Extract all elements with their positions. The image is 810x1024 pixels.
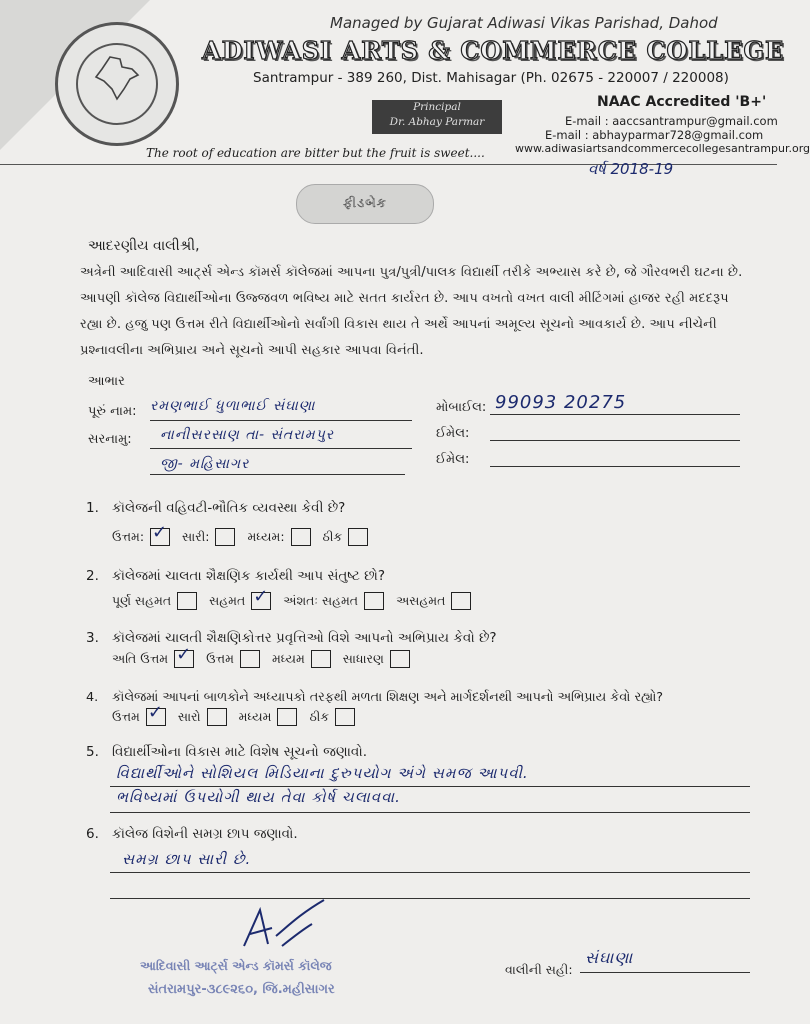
question-text: કૉલેજમાં ચાલતા શૈક્ષણિક કાર્યથી આપ સંતુષ્ટ છો? <box>112 568 386 584</box>
checkbox[interactable] <box>150 522 170 546</box>
option-q3-c: મધ્યમ <box>272 650 331 668</box>
question-2 <box>86 568 385 584</box>
name-field-value[interactable]: રમણભાઈ ધુળાભાઈ સંઘાણા <box>150 398 316 414</box>
form-title-badge: ફીડબેક <box>296 184 434 224</box>
college-stamp-line1: આદિવાસી આર્ટ્સ એન્ડ કૉમર્સ કૉલેજ <box>140 958 332 973</box>
q5-answer-line1[interactable]: વિદ્યાર્થીઓને સોશિયલ મિડિયાના દુરુપયોગ અંગે સમજ આપવી. <box>116 764 529 782</box>
q5-underline-2 <box>110 812 750 813</box>
checkbox[interactable] <box>364 592 384 610</box>
checkbox[interactable] <box>311 650 331 668</box>
question-1-options <box>112 522 380 546</box>
checkbox[interactable] <box>215 528 235 546</box>
address-line1-value[interactable]: નાનીસરસાણ તા- સંતરામપુર <box>160 427 335 443</box>
address-line2-value[interactable]: જી- મહિસાગર <box>160 456 250 472</box>
question-2-options <box>112 586 483 610</box>
question-text: વિદ્યાર્થીઓના વિકાસ માટે વિશેષ સૂચનો જણાવો. <box>112 744 367 760</box>
college-email: E-mail : aaccsantrampur@gmail.com <box>565 114 778 128</box>
option-q1-c: મધ્યમ: <box>247 528 310 546</box>
email-underline-2[interactable] <box>490 466 740 467</box>
checkbox[interactable] <box>348 528 368 546</box>
checkbox[interactable] <box>146 702 166 726</box>
address-underline-2 <box>150 474 405 475</box>
question-text: કૉલેજમાં આપનાં બાળકોને અધ્યાપકો તરફથી મળતા શિક્ષણ અને માર્ગદર્શનથી આપનો અભિપ્રાય કેવો રહ્યો? <box>112 690 664 705</box>
college-name-heading: ADIWASI ARTS & COMMERCE COLLEGE <box>202 36 785 65</box>
option-q4-a: ઉત્તમ ✓ <box>112 708 166 726</box>
question-4-options <box>112 702 367 726</box>
question-number: 2. <box>86 568 99 584</box>
question-number: 6. <box>86 826 99 842</box>
principal-email: E-mail : abhayparmar728@gmail.com <box>545 128 764 142</box>
question-3-options <box>112 644 422 668</box>
question-text: કૉલેજ વિશેની સમગ્ર છાપ જણાવો. <box>112 826 298 842</box>
q6-answer[interactable]: સમગ્ર છાપ સારી છે. <box>122 850 252 868</box>
address-label: સરનામુ: <box>88 432 132 447</box>
option-q2-d: અસહમત <box>396 592 471 610</box>
parent-signature-value[interactable]: સંઘાણા <box>585 948 634 967</box>
intro-line: પ્રશ્નાવલીના અભિપ્રાય અને સૂચનો આપી સહકાર આપવા વિનંતી. <box>80 343 424 358</box>
question-text: કૉલેજમાં ચાલતી શૈક્ષણિકોત્તર પ્રવૃત્તિઓ વિશે આપનો અભિપ્રાય કેવો છે? <box>112 630 497 646</box>
intro-paragraph <box>80 260 744 364</box>
check-mark-icon: ✓ <box>152 522 168 543</box>
question-text: કૉલેજની વહિવટી-ભૌતિક વ્યવસ્થા કેવી છે? <box>112 500 346 516</box>
check-mark-icon: ✓ <box>147 702 163 723</box>
checkbox[interactable] <box>251 586 271 610</box>
checkbox[interactable] <box>240 650 260 668</box>
mobile-underline <box>490 414 740 415</box>
name-label: પૂરું નામ: <box>88 404 137 419</box>
college-seal-logo <box>55 22 179 146</box>
email-label-2: ઈમેલ: <box>436 452 470 467</box>
college-website: www.adiwasiartsandcommercecollegesantrampur.org <box>515 142 810 155</box>
option-q3-d: સાધારણ <box>343 650 410 668</box>
email-label: ઈમેલ: <box>436 426 470 441</box>
thanks-text: આભાર <box>88 374 125 389</box>
managed-by-text: Managed by Gujarat Adiwasi Vikas Parishad, Dahod <box>330 14 718 32</box>
q6-underline-2 <box>110 898 750 899</box>
check-mark-icon: ✓ <box>253 586 269 607</box>
principal-name: Dr. Abhay Parmar <box>389 116 485 128</box>
option-q4-c: મધ્યમ <box>239 708 298 726</box>
principal-signature <box>238 896 330 954</box>
checkbox[interactable] <box>335 708 355 726</box>
question-number: 5. <box>86 744 99 760</box>
principal-name-block <box>372 100 502 134</box>
intro-line: અત્રેની આદિવાસી આર્ટ્સ એન્ડ કૉમર્સ કૉલેજમાં આપના પુત્ર/પુત્રી/પાલક વિદ્યાર્થી તરીકે અભ્યાસ કરે છે, જે ગૌરવભરી ઘટના છે. <box>80 265 743 280</box>
college-tagline: The root of education are bitter but the fruit is sweet.... <box>146 146 485 160</box>
q5-answer-line2[interactable]: ભવિષ્યમાં ઉપયોગી થાય તેવા કોર્ષ ચલાવવા. <box>116 788 401 806</box>
checkbox[interactable] <box>207 708 227 726</box>
question-6 <box>86 826 298 842</box>
parent-signature-label: વાલીની સહી: <box>505 962 573 977</box>
question-number: 4. <box>86 690 99 705</box>
question-3 <box>86 630 497 646</box>
salutation: આદરણીય વાલીશ્રી, <box>88 238 200 254</box>
q5-underline-1 <box>110 786 750 787</box>
q6-underline-1 <box>110 872 750 873</box>
principal-title: Principal <box>413 101 461 113</box>
address-underline-1 <box>150 448 412 449</box>
checkbox[interactable] <box>177 592 197 610</box>
question-number: 1. <box>86 500 99 516</box>
checkbox[interactable] <box>277 708 297 726</box>
college-stamp-line2: સંતરામપુર-૩૮૯૨૬૦, જિ.મહીસાગર <box>148 982 335 997</box>
option-q1-a: ઉત્તમ: ✓ <box>112 528 170 546</box>
check-mark-icon: ✓ <box>176 644 192 665</box>
question-4 <box>86 690 663 705</box>
option-q3-a: અતિ ઉત્તમ ✓ <box>112 650 194 668</box>
college-address: Santrampur - 389 260, Dist. Mahisagar (Ph. 02675 - 220007 / 220008) <box>253 70 729 86</box>
academic-year-handwritten: વર્ષ 2018-19 <box>588 160 674 178</box>
option-q4-d: ઠીક <box>309 708 355 726</box>
question-number: 3. <box>86 630 99 646</box>
intro-line: રહ્યા છે. હજુ પણ ઉત્તમ રીતે વિદ્યાર્થીઓનો સર્વાંગી વિકાસ થાય તે અર્થે આપનાં અમૂલ્ય સૂચનો આવકાર્ય છે. આપ નીચેની <box>80 317 717 332</box>
checkbox[interactable] <box>174 644 194 668</box>
india-map-icon <box>92 55 142 101</box>
email-underline[interactable] <box>490 440 740 441</box>
option-q4-b: સારો <box>178 708 227 726</box>
option-q1-d: ઠીક <box>323 528 369 546</box>
option-q3-b: ઉત્તમ <box>206 650 260 668</box>
naac-accreditation: NAAC Accredited 'B+' <box>597 94 767 110</box>
parent-signature-underline <box>580 972 750 973</box>
intro-line: આપણી કૉલેજ વિદ્યાર્થીઓના ઉજ્જવળ ભવિષ્ય માટે સતત કાર્યરત છે. આપ વખતો વખત વાલી મીટિંગમાં હાજર રહી મદદરૂપ <box>80 291 729 306</box>
mobile-field-value[interactable]: 99093 20275 <box>495 392 627 413</box>
mobile-label: મોબાઈલ: <box>436 400 487 415</box>
option-q2-a: પૂર્ણ સહમત <box>112 592 197 610</box>
name-underline <box>150 420 412 421</box>
checkbox[interactable] <box>390 650 410 668</box>
question-1 <box>86 500 345 516</box>
checkbox[interactable] <box>451 592 471 610</box>
checkbox[interactable] <box>291 528 311 546</box>
question-5 <box>86 744 367 760</box>
option-q1-b: સારી: <box>182 528 235 546</box>
option-q2-b: સહમત ✓ <box>209 592 271 610</box>
option-q2-c: અંશતઃ સહમત <box>283 592 384 610</box>
